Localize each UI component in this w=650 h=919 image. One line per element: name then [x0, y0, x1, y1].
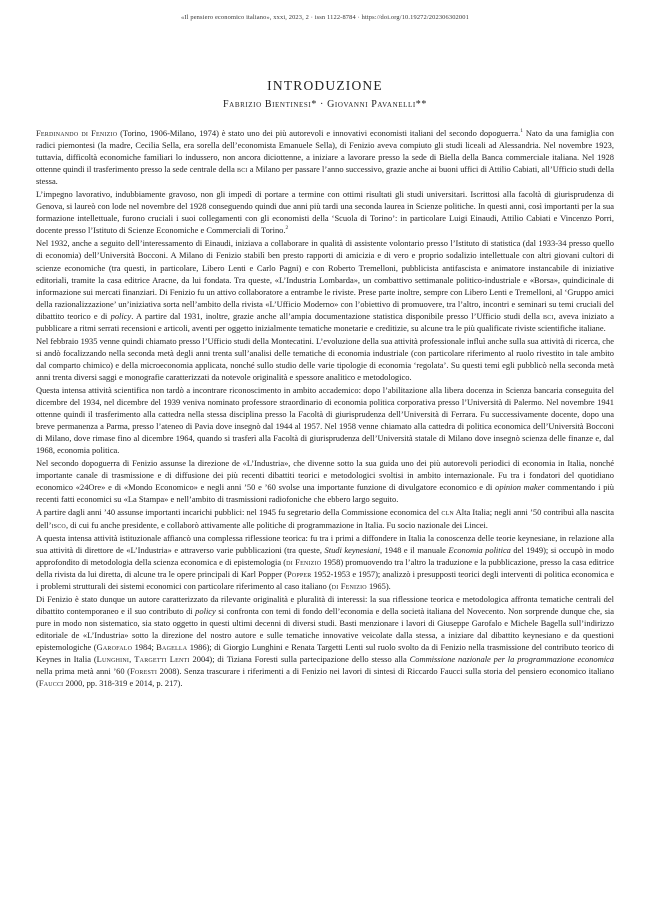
author-first: Fabrizio Bientinesi — [223, 99, 312, 110]
paragraph-1: Ferdinando di Fenizio (Torino, 1906-Milano, 1974) è stato uno dei più autorevoli e innovativi economisti italiani del secondo dopoguerra.$^1$ Nato da una famiglia con radici piemontesi (la madre, Cecilia Sella, era sorella dell’economista Emanuele Sella), di Fenizio aveva compiuto gli studi liceali ad Alessandria. Nel novembre 1923, tuttavia, difficoltà economiche familiari lo indussero, non ancora diciottenne, a iniziare a lavorare presso la sede di Biella della Banca commerciale italiana. Nel 1928 ottenne quindi il trasferimento presso la sede centrale della bci a Milano per passare l’anno successivo, grazie anche ai buoni uffici di Attilio Cabiati, all’Ufficio studi della stessa. — [36, 128, 614, 187]
article-body — [36, 127, 614, 689]
author-first-mark: * — [311, 99, 317, 110]
paragraph-5: Questa intensa attività scientifica non tardò a incontrare riconoscimento in ambito accademico: dopo l’abilitazione alla libera docenza in Scienza bancaria conseguita del dicembre del 1934, nel dicembre del 1939 veniva nominato professore straordinario di economia politica corporativa presso l’Università di Palermo. Nel novembre 1941 ottenne quindi il trasferimento alla cattedra nella stessa disciplina presso la Facoltà di giurisprudenza dell’Università di Ferrara. Fu successivamente docente, dopo una breve permanenza a Parma, presso l’ateneo di Pavia dove insegnò dal 1944 al 1957. Nel 1958 venne chiamato alla cattedra di politica economica dell’Università Bocconi di Milano, dove rimase fino al dicembre 1964, quando si trasferì alla Facoltà di giurisprudenza dell’Università statale di Milano dove insegnò scienza delle finanze e, dal 1968, economia politica. — [36, 384, 614, 456]
paragraph-7: A partire dagli anni ’40 assunse importanti incarichi pubblici: nel 1945 fu segretario della Commissione economica del cln Alta Italia; negli anni ’50 contribuì alla nascita dell’isco, di cui fu anche presidente, e collaborò attivamente alle politiche di programmazione in Italia. Fu socio nazionale dei Lincei. — [36, 507, 614, 530]
article-title: INTRODUZIONE — [267, 78, 383, 93]
paragraph-9: Di Fenizio è stato dunque un autore caratterizzato da rilevante originalità e pluralità di interessi: la sua riflessione teorica e metodologica affronta tematiche centrali del dibattito contemporaneo e il suo contributo di policy si confronta con temi di fondo dell’economia e della società italiana del Novecento. Non sorprende dunque che, sia pure in modo non sistematico, sia stato oggetto in questi ultimi decenni di diversi studi. Basti menzionare i lavori di Giuseppe Garofalo e Michele Bagella sull’indirizzo editoriale de «L’Industria» sotto la direzione del nostro autore e sulle tematiche innovative veicolate dalla stessa, a iniziare dal dibattito keynesiano e da questioni epistemologiche (Garofalo 1984; Bagella 1986); di Giorgio Lunghini e Renata Targetti Lenti sul ruolo svolto da di Fenizio nella trasmissione del contributo teorico di Keynes in Italia (Lunghini, Targetti Lenti 2004); di Tiziana Foresti sulla partecipazione dello stesso alla Commissione nazionale per la programmazione economica nella prima metà anni ’60 (Foresti 2008). Senza trascurare i riferimenti a di Fenizio nei lavori di sintesi di Riccardo Faucci sulla storia del pensiero economico italiano (Faucci 2000, pp. 318-319 e 2014, p. 217). — [36, 593, 615, 689]
article-authors — [0, 99, 650, 110]
paragraph-6: Nel secondo dopoguerra di Fenizio assunse la direzione de «L’Industria», che divenne sotto la sua guida uno dei più autorevoli periodici di economia in Italia, nonché importante canale di trasmissione e di diffusione dei più recenti dibattiti teorici e metodologici svoltisi in ambito internazionale. Fu tra i fondatori del quotidiano economico «24Ore» e di «Mondo Economico» e negli anni ’50 e ’60 svolse una importante funzione di divulgatore economico e di opinion maker commentando i più recenti fatti economici su «La Stampa» e nell’ambito di trasmissioni radiofoniche che ebbero largo seguito. — [36, 458, 614, 505]
author-separator: · — [316, 99, 328, 110]
footnote-marker[interactable]: 1 — [520, 128, 523, 135]
footnote-marker[interactable]: 2 — [285, 225, 289, 232]
paragraph-4: Nel febbraio 1935 venne quindi chiamato presso l’Ufficio studi della Montecatini. L’evoluzione della sua attività professionale influì anche sulla sua attività di ricerca, che si andò focalizzando nella seconda metà degli anni trenta sull’analisi delle tematiche di economia industriale (con particolare riferimento al ruolo rivestito in tale ambito dal comparto chimico) e della microeconomia applicata, nonché sullo studio delle varie tipologie di economia ‘regolata’. Su questi temi egli pubblicò nella seconda metà anni trenta diversi saggi e monografie caratterizzati da notevole originalità e spessore analitico e metodologico. — [36, 335, 614, 382]
paragraph-8: A questa intensa attività istituzionale affiancò una complessa riflessione teorica: fu tra i primi a diffondere in Italia la conoscenza delle teorie keynesiane, in relazione alla sua attività di direttore de «L’Industria» e attraverso varie pubblicazioni (tra queste, Studi keynesiani, 1948 e il manuale Economia politica del 1949); si occupò in modo approfondito di metodologia della scienza economica e di epistemologia (di Fenizio 1958) promuovendo tra l’altro la traduzione e la pubblicazione, presso la casa editrice della rivista da lui diretta, di alcune tra le opere principali di Karl Popper (Popper 1952-1953 e 1957); analizzò i presupposti teorici degli interventi di politica economica e i problemi strutturali dei sistemi economici con particolare riferimento al caso italiano (di Fenizio 1965). — [36, 532, 614, 591]
author-second: Giovanni Pavanelli — [327, 99, 416, 110]
lead-name: Ferdinando di Fenizio — [36, 128, 118, 138]
running-header: «Il pensiero economico italiano», xxxi, 2023, 2 · issn 1122-8784 · https://doi.org/10.19272/202306302001 — [181, 14, 469, 21]
author-second-mark: ** — [415, 99, 427, 110]
paragraph-2: L’impegno lavorativo, indubbiamente gravoso, non gli impedì di portare a termine con ottimi risultati gli studi universitari. Iscrittosi alla facoltà di giurisprudenza di Genova, si laureò con lode nel novembre del 1928 conseguendo quindi due anni più tardi una seconda laurea in Scienze politiche. In questi anni, così importanti per la sua formazione intellettuale, furono cruciali i suoi collegamenti con gli economisti della ‘Scuola di Torino’: in particolare Luigi Einaudi, Attilio Cabiati e Vincenzo Porri, docente presso l’Istituto di Scienze Economiche e Commerciali di Torino.$^2$ — [36, 189, 614, 236]
paragraph-3: Nel 1932, anche a seguito dell’interessamento di Einaudi, iniziava a collaborare in qualità di assistente volontario presso l’Istituto di statistica (dal 1933-34 presso quello di economia) dell’Università Bocconi. A Milano di Fenizio stabilì ben presto rapporti di amicizia e di vero e proprio sodalizio intellettuale con altri giovani cultori di scienze economiche (tra questi, in particolare, Libero Lenti e Carlo Pagni) e con Roberto Tremelloni, pubblicista antifascista e animatore instancabile di iniziative editoriali, tramite la casa editrice Aracne, da lui fondata. Tra queste, «L’Industria Lombarda», un combattivo settimanale politico-industriale e «Borsa», quindicinale di informazione sui mercati finanziari. Di Fenizio fu un attivo collaboratore a entrambe le riviste. Prese parte inoltre, sempre con Libero Lenti e Tremelloni, al ‘Gruppo amici della razionalizzazione’ un’iniziativa sorta nell’ambito della rivista «L’Ufficio Moderno» con l’obiettivo di promuovere, tra l’altro, incontri e seminari su temi cruciali del dibattito teorico e di policy. A partire dal 1931, inoltre, grazie anche all’ampia documentazione statistica disponibile presso l’Ufficio studi della bci, aveva iniziato a pubblicare a ritmi serrati recensioni e articoli, aventi per oggetto inizialmente tematiche monetarie e creditizie, su alcune tra le più qualificate riviste scientifiche italiane. — [36, 238, 614, 333]
